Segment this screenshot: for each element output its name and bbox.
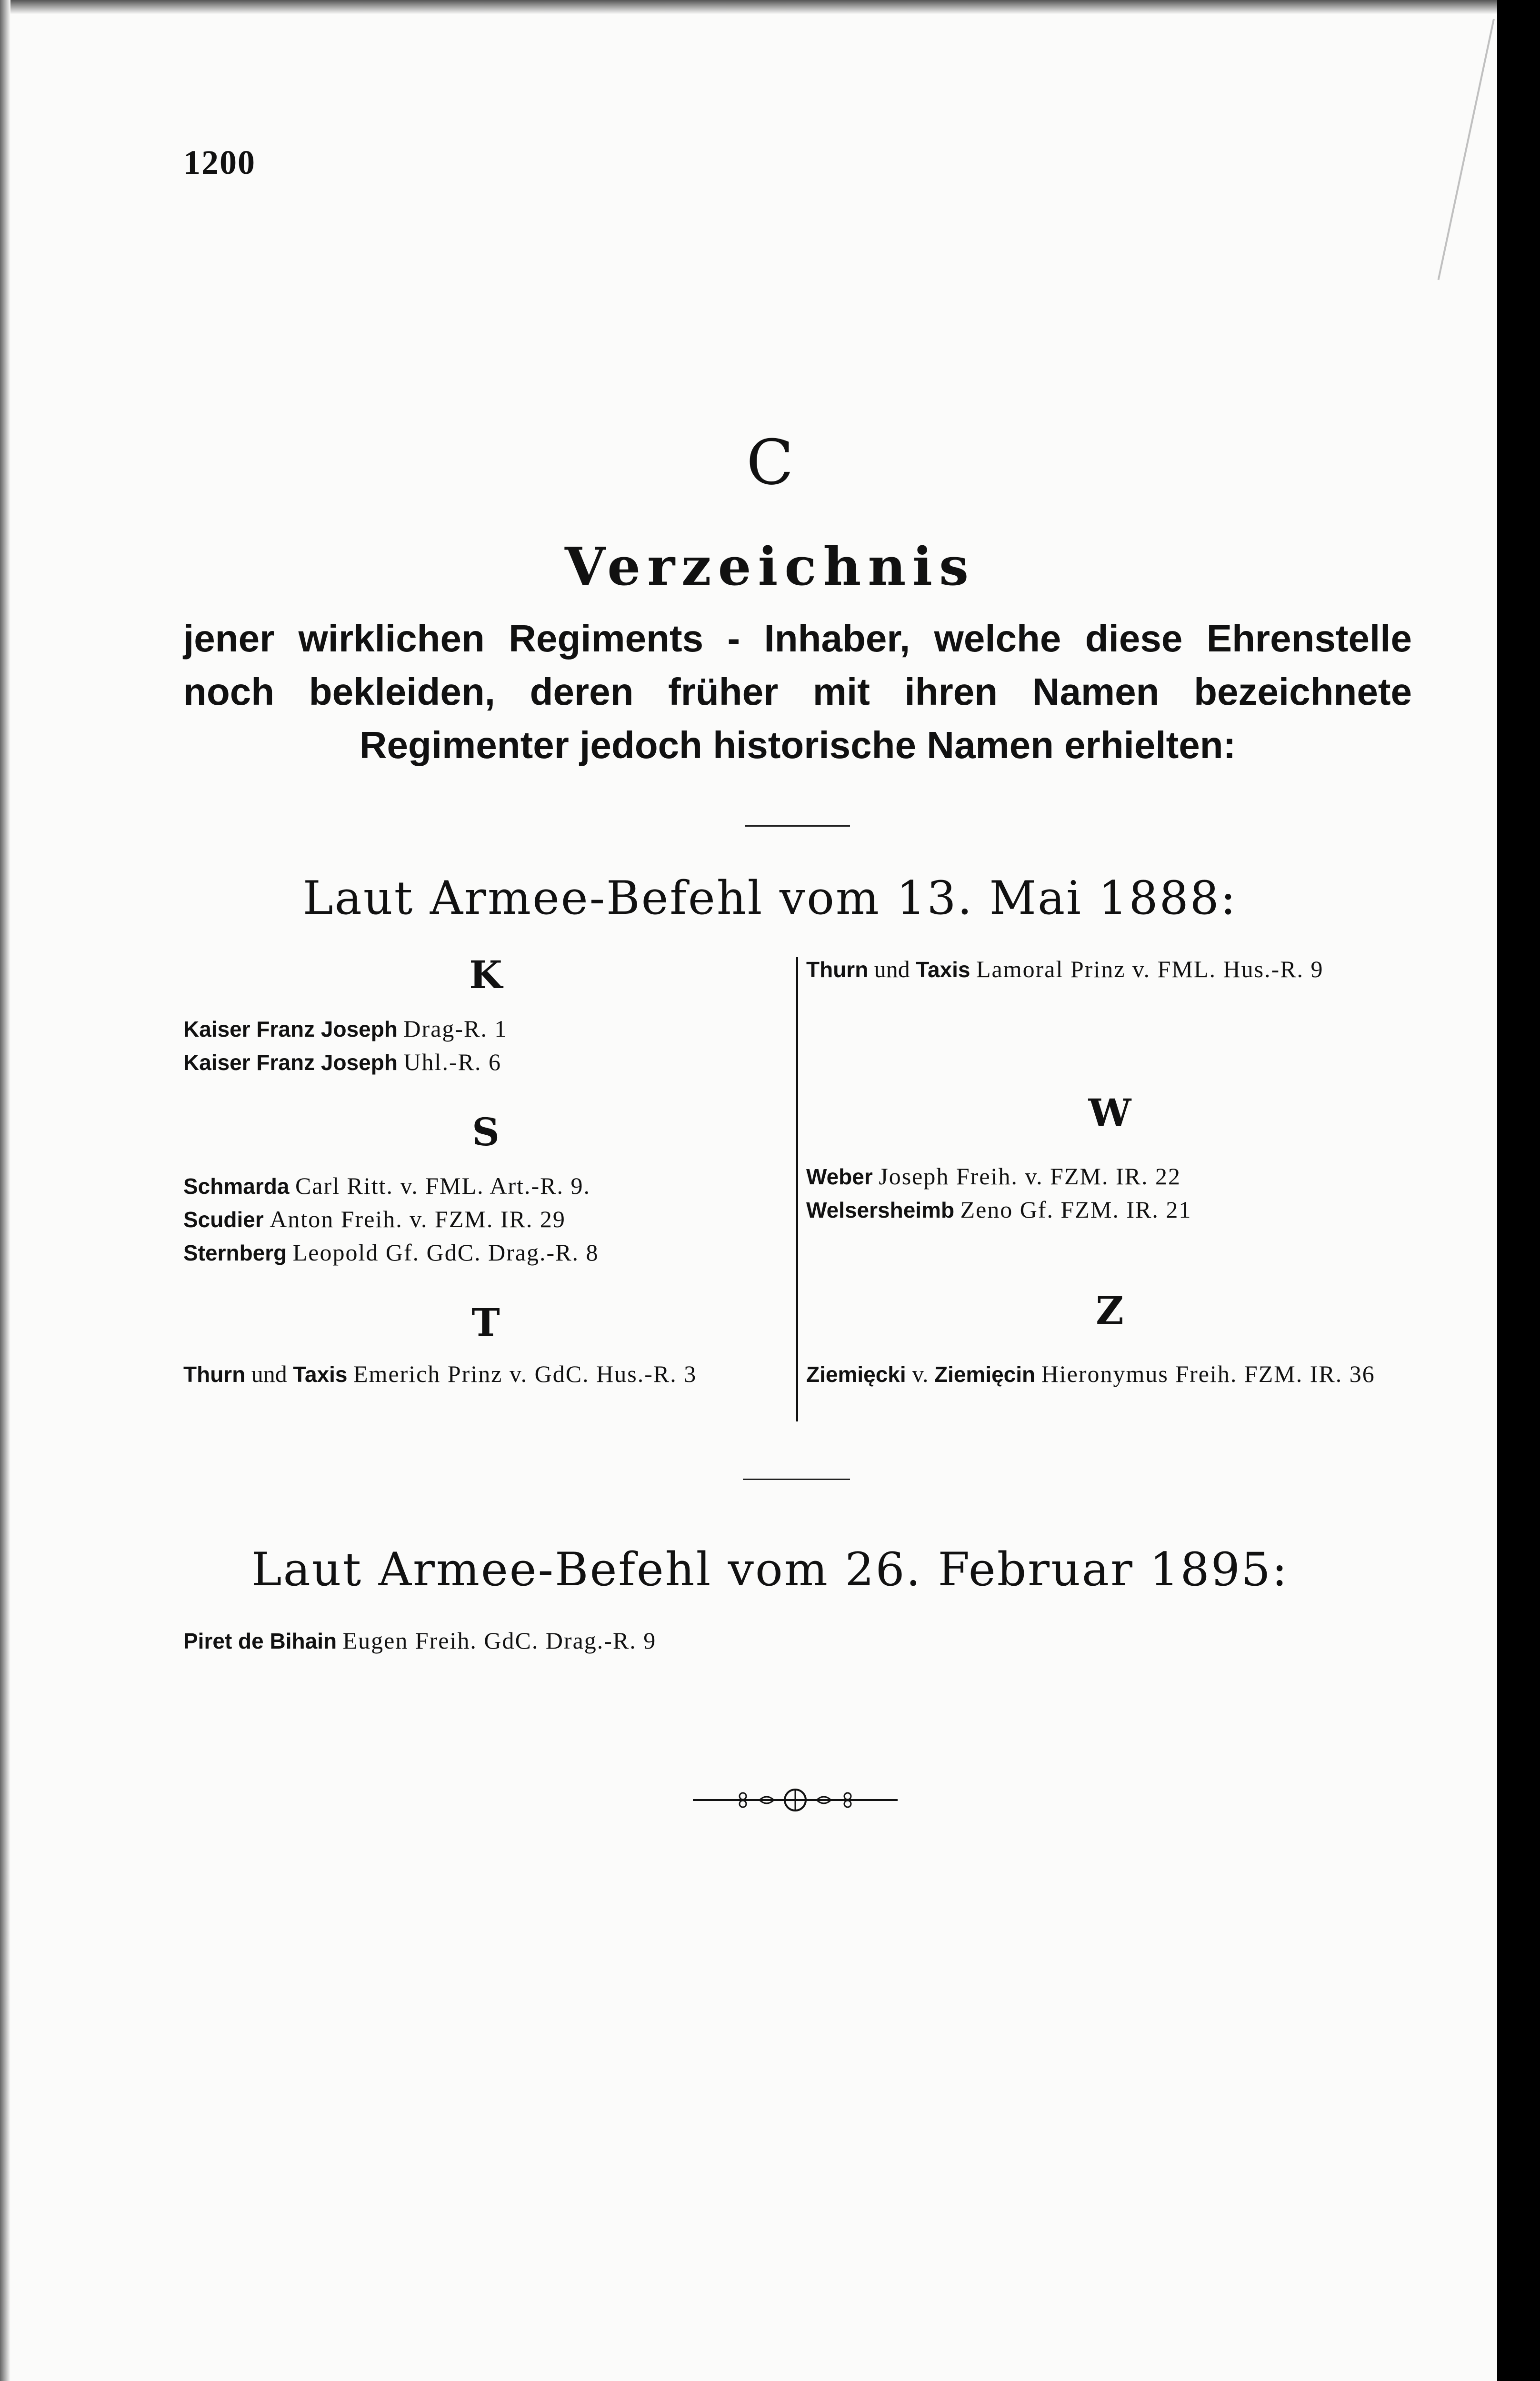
page-number: 1200: [183, 143, 256, 181]
entry-details: Leopold Gf. GdC. Drag.-R. 8: [292, 1239, 599, 1266]
list-item: [806, 952, 1413, 986]
page-crease: [1438, 19, 1495, 280]
entry-details: Anton Freih. v. FZM. IR. 29: [270, 1206, 566, 1232]
group-letter-k: K: [469, 952, 502, 997]
separator-rule: [743, 1479, 850, 1480]
group-letter-s: S: [472, 1110, 500, 1154]
entry-name: Thurn: [183, 1362, 246, 1387]
entry-details: Joseph Freih. v. FZM. IR. 22: [879, 1163, 1181, 1190]
entry-name: Piret de Bihain: [183, 1629, 337, 1653]
entry-details: Carl Ritt. v. FML. Art.-R. 9.: [295, 1172, 590, 1199]
page-title: Verzeichnis: [564, 536, 976, 597]
entry-details: Drag-R. 1: [403, 1015, 508, 1042]
section-letter: C: [746, 426, 794, 499]
entry-name-2: Ziemięcin: [934, 1362, 1036, 1387]
entry-name: Welsersheimb: [806, 1198, 955, 1222]
entry-name: Scudier: [183, 1207, 264, 1232]
entry-details: Uhl.-R. 6: [403, 1049, 501, 1075]
tailpiece-ornament-icon: [693, 1783, 898, 1817]
entry-name: Weber: [806, 1164, 873, 1189]
entry-name: Schmarda: [183, 1174, 290, 1199]
entry-connector: und: [251, 1361, 287, 1387]
group-letter-t: T: [471, 1300, 500, 1345]
entry-details: Emerich Prinz v. GdC. Hus.-R. 3: [353, 1361, 697, 1387]
list-item: [806, 1357, 1413, 1391]
scan-edge-top: [0, 0, 1540, 14]
list-item: [183, 1012, 788, 1046]
entry-name: Ziemięcki: [806, 1362, 906, 1387]
column-divider: [796, 957, 798, 1421]
order-heading-1895: Laut Armee-Befehl vom 26. Februar 1895:: [251, 1543, 1289, 1596]
list-item: [183, 1357, 788, 1391]
separator-rule: [745, 825, 850, 827]
list-item: [183, 1169, 788, 1203]
entry-connector: und: [874, 956, 910, 982]
scan-edge-right: [1497, 0, 1540, 2381]
list-item: [183, 1202, 788, 1236]
group-letter-w: W: [1088, 1090, 1131, 1135]
list-item: [183, 1045, 788, 1079]
group-letter-z: Z: [1096, 1288, 1124, 1333]
entry-connector: v.: [912, 1361, 929, 1387]
entry-name: Thurn: [806, 957, 869, 982]
entry-details: Eugen Freih. GdC. Drag.-R. 9: [342, 1627, 657, 1654]
entry-name-2: Taxis: [293, 1362, 348, 1387]
entry-details: Zeno Gf. FZM. IR. 21: [960, 1196, 1192, 1223]
order-heading-1888: Laut Armee-Befehl vom 13. Mai 1888:: [302, 871, 1238, 925]
entry-name-2: Taxis: [916, 957, 970, 982]
entry-name: Kaiser Franz Joseph: [183, 1050, 398, 1075]
entry-name: Kaiser Franz Joseph: [183, 1017, 398, 1041]
list-item: [806, 1160, 1413, 1193]
entry-details: Hieronymus Freih. FZM. IR. 36: [1041, 1361, 1375, 1387]
list-item: [183, 1624, 1412, 1658]
entry-details: Lamoral Prinz v. FML. Hus.-R. 9: [976, 956, 1324, 982]
page-subtitle: jener wirklichen Regiments - Inhaber, welche diese Ehrenstelle noch bekleiden, deren früher mit ihren Namen bezeichnete Regimenter jedoch historische Namen erhielten:: [183, 617, 1412, 766]
entry-name: Sternberg: [183, 1241, 287, 1265]
list-item: [183, 1236, 788, 1270]
list-item: [806, 1193, 1413, 1227]
scan-edge-left: [0, 0, 10, 2381]
